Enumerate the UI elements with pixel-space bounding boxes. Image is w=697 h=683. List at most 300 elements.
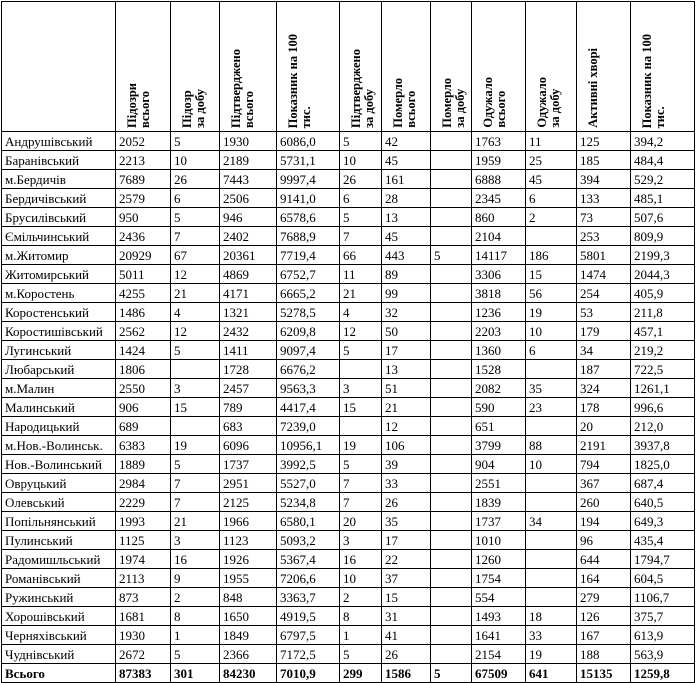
- table-cell: 10: [171, 151, 220, 170]
- table-cell: [431, 493, 472, 512]
- total-cell: 87383: [116, 664, 171, 683]
- district-name-cell: Любарський: [2, 360, 116, 379]
- table-cell: 1321: [220, 303, 277, 322]
- table-cell: [431, 379, 472, 398]
- table-cell: 5: [340, 645, 382, 664]
- table-cell: 2551: [472, 474, 526, 493]
- table-cell: 2: [526, 208, 577, 227]
- table-cell: 5: [171, 341, 220, 360]
- table-cell: 809,9: [631, 227, 695, 246]
- table-cell: 1424: [116, 341, 171, 360]
- table-cell: 6383: [116, 436, 171, 455]
- table-cell: [526, 588, 577, 607]
- table-cell: 15: [526, 265, 577, 284]
- table-cell: 554: [472, 588, 526, 607]
- table-row: [2, 360, 695, 379]
- table-cell: 1737: [220, 455, 277, 474]
- table-cell: 12: [171, 265, 220, 284]
- table-row: [2, 607, 695, 626]
- table-cell: 2189: [220, 151, 277, 170]
- table-row: [2, 474, 695, 493]
- table-row: [2, 265, 695, 284]
- table-cell: 6578,6: [277, 208, 340, 227]
- total-cell: 299: [340, 664, 382, 683]
- table-cell: 2562: [116, 322, 171, 341]
- table-cell: 3937,8: [631, 436, 695, 455]
- table-cell: 211,8: [631, 303, 695, 322]
- table-cell: 9141,0: [277, 189, 340, 208]
- table-row: [2, 303, 695, 322]
- table-cell: 37: [382, 569, 431, 588]
- table-cell: 950: [116, 208, 171, 227]
- table-cell: 2457: [220, 379, 277, 398]
- table-cell: 1806: [116, 360, 171, 379]
- table-row: [2, 588, 695, 607]
- table-row: [2, 132, 695, 151]
- table-cell: [431, 531, 472, 550]
- table-row: [2, 322, 695, 341]
- table-cell: [431, 455, 472, 474]
- header-confirmed-daily: Підтверджено за добу: [340, 2, 382, 132]
- district-name-cell: Лугинський: [2, 341, 116, 360]
- table-row: [2, 208, 695, 227]
- table-cell: 3306: [472, 265, 526, 284]
- table-cell: 73: [577, 208, 631, 227]
- table-cell: 1993: [116, 512, 171, 531]
- table-cell: 20361: [220, 246, 277, 265]
- table-cell: 31: [382, 607, 431, 626]
- table-cell: 106: [382, 436, 431, 455]
- table-cell: 254: [577, 284, 631, 303]
- total-label-cell: Всього: [2, 664, 116, 683]
- table-cell: 507,6: [631, 208, 695, 227]
- header-deaths-total: Померло всього: [382, 2, 431, 132]
- table-cell: 35: [526, 379, 577, 398]
- table-cell: 1123: [220, 531, 277, 550]
- table-cell: 1926: [220, 550, 277, 569]
- table-cell: 21: [171, 284, 220, 303]
- table-cell: 5: [171, 208, 220, 227]
- table-cell: 9997,4: [277, 170, 340, 189]
- table-cell: 12: [382, 417, 431, 436]
- table-cell: 789: [220, 398, 277, 417]
- table-cell: 9: [171, 569, 220, 588]
- table-cell: 405,9: [631, 284, 695, 303]
- table-cell: 32: [382, 303, 431, 322]
- total-cell: 84230: [220, 664, 277, 683]
- table-cell: 485,1: [631, 189, 695, 208]
- table-cell: 689: [116, 417, 171, 436]
- table-cell: 26: [382, 645, 431, 664]
- table-cell: 367: [577, 474, 631, 493]
- table-cell: 5234,8: [277, 493, 340, 512]
- table-cell: [431, 208, 472, 227]
- table-cell: 19: [340, 436, 382, 455]
- header-row: [2, 2, 695, 132]
- table-cell: 12: [340, 322, 382, 341]
- table-cell: 1260: [472, 550, 526, 569]
- table-cell: 7: [171, 493, 220, 512]
- table-cell: 906: [116, 398, 171, 417]
- table-cell: 3363,7: [277, 588, 340, 607]
- total-cell: 1586: [382, 664, 431, 683]
- table-cell: 640,5: [631, 493, 695, 512]
- table-cell: 2213: [116, 151, 171, 170]
- total-row: [2, 664, 695, 683]
- table-cell: 253: [577, 227, 631, 246]
- table-cell: 1737: [472, 512, 526, 531]
- table-cell: 1411: [220, 341, 277, 360]
- table-cell: 161: [382, 170, 431, 189]
- table-cell: 167: [577, 626, 631, 645]
- table-cell: 644: [577, 550, 631, 569]
- table-cell: [431, 303, 472, 322]
- table-cell: 2402: [220, 227, 277, 246]
- table-cell: 443: [382, 246, 431, 265]
- table-cell: 10956,1: [277, 436, 340, 455]
- table-cell: 5: [171, 645, 220, 664]
- table-cell: [431, 189, 472, 208]
- table-cell: 96: [577, 531, 631, 550]
- table-cell: 5011: [116, 265, 171, 284]
- table-cell: 7: [171, 227, 220, 246]
- table-cell: 34: [577, 341, 631, 360]
- table-row: [2, 550, 695, 569]
- table-row: [2, 531, 695, 550]
- table-cell: 2436: [116, 227, 171, 246]
- table-cell: 26: [171, 170, 220, 189]
- table-cell: 1: [171, 626, 220, 645]
- table-cell: 1966: [220, 512, 277, 531]
- table-cell: 7: [340, 474, 382, 493]
- district-name-cell: Попільнянський: [2, 512, 116, 531]
- table-cell: 1839: [472, 493, 526, 512]
- table-cell: 1794,7: [631, 550, 695, 569]
- table-cell: 6676,2: [277, 360, 340, 379]
- table-cell: 179: [577, 322, 631, 341]
- table-cell: 1955: [220, 569, 277, 588]
- table-cell: 2: [171, 588, 220, 607]
- table-cell: [171, 417, 220, 436]
- table-cell: 13: [382, 360, 431, 379]
- table-cell: [431, 550, 472, 569]
- table-cell: 6797,5: [277, 626, 340, 645]
- table-cell: 10: [340, 151, 382, 170]
- table-cell: 18: [526, 607, 577, 626]
- table-cell: 5: [431, 246, 472, 265]
- table-cell: 1681: [116, 607, 171, 626]
- table-cell: 7: [340, 227, 382, 246]
- table-row: [2, 626, 695, 645]
- table-cell: 1360: [472, 341, 526, 360]
- district-name-cell: Овруцький: [2, 474, 116, 493]
- table-cell: 33: [382, 474, 431, 493]
- table-cell: 2432: [220, 322, 277, 341]
- table-cell: 10: [340, 569, 382, 588]
- district-name-cell: Бердичівський: [2, 189, 116, 208]
- table-cell: 1486: [116, 303, 171, 322]
- table-cell: 45: [382, 227, 431, 246]
- table-cell: 45: [382, 151, 431, 170]
- table-cell: 23: [526, 398, 577, 417]
- table-cell: 187: [577, 360, 631, 379]
- table-cell: 22: [382, 550, 431, 569]
- table-cell: 279: [577, 588, 631, 607]
- table-cell: 1650: [220, 607, 277, 626]
- header-recovered-total: Одужало всього: [472, 2, 526, 132]
- table-cell: 2104: [472, 227, 526, 246]
- table-cell: 683: [220, 417, 277, 436]
- district-name-cell: Хорошівський: [2, 607, 116, 626]
- table-cell: 1763: [472, 132, 526, 151]
- header-active-cases: Активні хворі: [577, 2, 631, 132]
- table-cell: 6665,2: [277, 284, 340, 303]
- table-cell: 7172,5: [277, 645, 340, 664]
- district-name-cell: Ємільчинський: [2, 227, 116, 246]
- table-cell: [431, 588, 472, 607]
- table-cell: 19: [526, 645, 577, 664]
- table-row: [2, 455, 695, 474]
- table-cell: 10: [526, 322, 577, 341]
- table-cell: [431, 322, 472, 341]
- table-cell: 219,2: [631, 341, 695, 360]
- table-cell: 17: [382, 341, 431, 360]
- table-cell: [340, 417, 382, 436]
- table-cell: 7206,6: [277, 569, 340, 588]
- table-cell: 21: [340, 284, 382, 303]
- table-cell: 11: [340, 265, 382, 284]
- table-cell: 20: [577, 417, 631, 436]
- total-cell: 67509: [472, 664, 526, 683]
- table-row: [2, 398, 695, 417]
- table-cell: 4255: [116, 284, 171, 303]
- table-cell: 14117: [472, 246, 526, 265]
- table-cell: 5093,2: [277, 531, 340, 550]
- table-cell: 133: [577, 189, 631, 208]
- table-cell: 66: [340, 246, 382, 265]
- total-cell: 15135: [577, 664, 631, 683]
- table-cell: [431, 265, 472, 284]
- table-cell: 7: [171, 474, 220, 493]
- table-cell: 26: [382, 493, 431, 512]
- table-cell: 7: [340, 493, 382, 512]
- table-cell: 125: [577, 132, 631, 151]
- table-cell: [431, 607, 472, 626]
- district-name-cell: Коростишівський: [2, 322, 116, 341]
- table-cell: 2044,3: [631, 265, 695, 284]
- table-cell: [431, 151, 472, 170]
- table-cell: [431, 132, 472, 151]
- table-row: [2, 246, 695, 265]
- table-cell: 19: [526, 303, 577, 322]
- table-cell: 178: [577, 398, 631, 417]
- table-cell: 590: [472, 398, 526, 417]
- table-cell: 996,6: [631, 398, 695, 417]
- table-cell: 186: [526, 246, 577, 265]
- table-cell: 5: [340, 341, 382, 360]
- table-cell: 1930: [220, 132, 277, 151]
- table-cell: [431, 227, 472, 246]
- table-cell: 5527,0: [277, 474, 340, 493]
- table-cell: 5278,5: [277, 303, 340, 322]
- table-cell: 16: [171, 550, 220, 569]
- district-name-cell: Баранівський: [2, 151, 116, 170]
- table-cell: 2125: [220, 493, 277, 512]
- table-cell: 2550: [116, 379, 171, 398]
- table-cell: 21: [171, 512, 220, 531]
- table-cell: 5: [340, 455, 382, 474]
- table-cell: [526, 550, 577, 569]
- total-cell: 641: [526, 664, 577, 683]
- table-cell: 1010: [472, 531, 526, 550]
- table-cell: 4919,5: [277, 607, 340, 626]
- table-cell: 848: [220, 588, 277, 607]
- table-body: [2, 132, 695, 683]
- table-cell: 7239,0: [277, 417, 340, 436]
- table-cell: 15: [340, 398, 382, 417]
- header-district: [2, 2, 116, 132]
- table-cell: 20929: [116, 246, 171, 265]
- table-cell: 1930: [116, 626, 171, 645]
- table-cell: 394,2: [631, 132, 695, 151]
- table-cell: 687,4: [631, 474, 695, 493]
- district-name-cell: Радомишльський: [2, 550, 116, 569]
- table-cell: 25: [526, 151, 577, 170]
- table-cell: 946: [220, 208, 277, 227]
- table-cell: 17: [382, 531, 431, 550]
- table-cell: 5367,4: [277, 550, 340, 569]
- table-cell: 26: [340, 170, 382, 189]
- total-cell: 301: [171, 664, 220, 683]
- table-cell: 6086,0: [277, 132, 340, 151]
- table-cell: 2203: [472, 322, 526, 341]
- table-cell: 12: [171, 322, 220, 341]
- table-row: [2, 379, 695, 398]
- table-cell: [431, 360, 472, 379]
- table-cell: 1889: [116, 455, 171, 474]
- table-cell: 28: [382, 189, 431, 208]
- table-row: [2, 284, 695, 303]
- table-cell: 7443: [220, 170, 277, 189]
- table-cell: 1261,1: [631, 379, 695, 398]
- table-cell: 21: [382, 398, 431, 417]
- header-active-rate-per-100k: Показник на 100 тис.: [631, 2, 695, 132]
- table-cell: 860: [472, 208, 526, 227]
- table-cell: 2229: [116, 493, 171, 512]
- table-cell: 722,5: [631, 360, 695, 379]
- table-cell: 1528: [472, 360, 526, 379]
- table-cell: 260: [577, 493, 631, 512]
- table-cell: 2672: [116, 645, 171, 664]
- table-cell: 6: [340, 189, 382, 208]
- table-cell: 99: [382, 284, 431, 303]
- table-cell: 50: [382, 322, 431, 341]
- table-cell: 6580,1: [277, 512, 340, 531]
- table-cell: 1106,7: [631, 588, 695, 607]
- table-cell: 904: [472, 455, 526, 474]
- table-cell: 20: [340, 512, 382, 531]
- table-cell: 16: [340, 550, 382, 569]
- table-cell: 6752,7: [277, 265, 340, 284]
- table-cell: 1754: [472, 569, 526, 588]
- table-row: [2, 417, 695, 436]
- table-cell: 56: [526, 284, 577, 303]
- table-cell: 394: [577, 170, 631, 189]
- table-cell: 1: [340, 626, 382, 645]
- table-cell: [526, 569, 577, 588]
- table-cell: 2199,3: [631, 246, 695, 265]
- table-cell: 7719,4: [277, 246, 340, 265]
- table-cell: 5: [171, 132, 220, 151]
- table-cell: [171, 360, 220, 379]
- table-cell: [431, 341, 472, 360]
- table-cell: 88: [526, 436, 577, 455]
- table-cell: 649,3: [631, 512, 695, 531]
- table-cell: 2191: [577, 436, 631, 455]
- table-row: [2, 170, 695, 189]
- table-cell: 1641: [472, 626, 526, 645]
- table-cell: 2345: [472, 189, 526, 208]
- table-row: [2, 227, 695, 246]
- table-row: [2, 189, 695, 208]
- table-cell: 1474: [577, 265, 631, 284]
- table-cell: [526, 360, 577, 379]
- header-recovered-daily: Одужало за добу: [526, 2, 577, 132]
- table-cell: 194: [577, 512, 631, 531]
- table-cell: 5: [171, 455, 220, 474]
- table-cell: 15: [171, 398, 220, 417]
- district-name-cell: Нов.-Волинський: [2, 455, 116, 474]
- table-row: [2, 645, 695, 664]
- table-cell: 33: [526, 626, 577, 645]
- district-name-cell: м.Коростень: [2, 284, 116, 303]
- table-cell: 604,5: [631, 569, 695, 588]
- table-cell: 34: [526, 512, 577, 531]
- table-cell: 2052: [116, 132, 171, 151]
- table-cell: 1849: [220, 626, 277, 645]
- table-cell: [431, 569, 472, 588]
- table-cell: 2951: [220, 474, 277, 493]
- table-cell: 1974: [116, 550, 171, 569]
- table-row: [2, 341, 695, 360]
- table-cell: 1125: [116, 531, 171, 550]
- table-cell: 2082: [472, 379, 526, 398]
- table-cell: 5: [340, 208, 382, 227]
- table-cell: 10: [526, 455, 577, 474]
- table-cell: 529,2: [631, 170, 695, 189]
- table-cell: [431, 398, 472, 417]
- table-cell: 1825,0: [631, 455, 695, 474]
- table-cell: 6: [526, 189, 577, 208]
- table-cell: [526, 531, 577, 550]
- table-cell: [431, 645, 472, 664]
- table-cell: [431, 170, 472, 189]
- table-cell: 9097,4: [277, 341, 340, 360]
- table-cell: 613,9: [631, 626, 695, 645]
- table-cell: 2506: [220, 189, 277, 208]
- table-cell: 2366: [220, 645, 277, 664]
- table-cell: 3992,5: [277, 455, 340, 474]
- table-cell: 41: [382, 626, 431, 645]
- district-name-cell: Романівський: [2, 569, 116, 588]
- header-suspected-total: Підозри всього: [116, 2, 171, 132]
- table-cell: 873: [116, 588, 171, 607]
- table-cell: 5: [340, 132, 382, 151]
- table-cell: 375,7: [631, 607, 695, 626]
- table-cell: 4171: [220, 284, 277, 303]
- table-cell: 188: [577, 645, 631, 664]
- table-cell: [431, 474, 472, 493]
